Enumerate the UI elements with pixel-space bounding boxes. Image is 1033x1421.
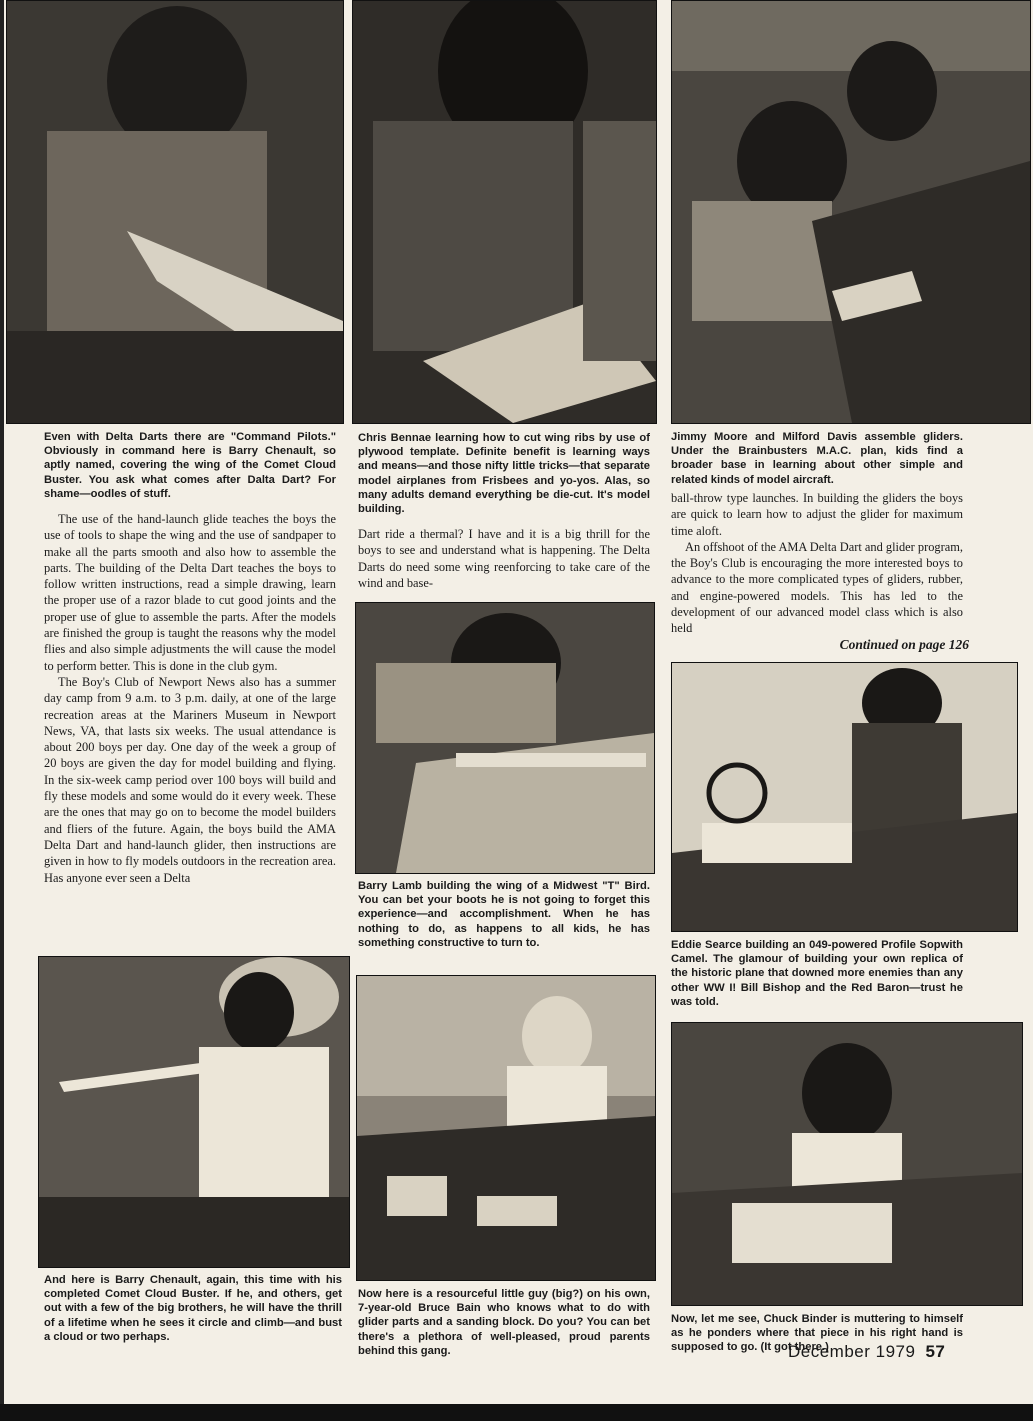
caption-bruce-sanding: Now here is a resourceful little guy (big?) on his own, 7-year-old Bruce Bain who knows what to do with glider parts and a sanding block. Do you? You can bet there's a plethora of well-pleased, proud parents behind this gang. (358, 1288, 650, 1357)
photo-illustration (353, 1, 656, 423)
article-paragraph: The Boy's Club of Newport News also has a summer day camp from 9 a.m. to 3 p.m. daily, at one of the large recreation areas at the Mariners Museum in Newport News, VA, that lasts six weeks. The usual attendance is about 200 boys per day. One day of the week a group of 20 boys are given the day for model building and flying. In the six-week camp period over 100 boys will build and fly these models and some would do it every week. These are the ones that may go on to become the model builders and fliers of the future. Again, the boys build the AMA Delta Dart and hand-launch glider, then instructions are given in how to fly models outdoors in the recreation area. Has anyone ever seen a Delta (44, 674, 336, 885)
photo-illustration (672, 1, 1030, 423)
scan-bottom-edge (0, 1404, 1033, 1421)
photo-barry-cloud-buster (38, 956, 350, 1268)
caption-barry-covering-wing: Even with Delta Darts there are "Command Pilots." Obviously in command here is Barry Chenault, so aptly named, covering the wing of the Comet Cloud Buster. You ask what comes after Dalta Dart? For shame—oodles of stuff. (44, 431, 336, 500)
page-edge (0, 0, 4, 1421)
caption-barry-lamb-wing: Barry Lamb building the wing of a Midwest "T" Bird. You can bet your boots he is not going to forget this experience—and accomplishment. When he has nothing to do, as happens to all kids, he has something constructive to turn to. (358, 880, 650, 949)
article-paragraph: Dart ride a thermal? I have and it is a big thrill for the boys to see and understand what is happening. The Delta Darts do need some wing reenforcing to take care of the wind and base- (358, 527, 650, 590)
article-paragraph: ball-throw type launches. In building the gliders the boys are quick to learn how to adjust the glider for maximum time aloft. (671, 491, 963, 538)
page-footer (788, 1342, 945, 1362)
photo-jimmy-milford-gliders (671, 0, 1031, 424)
issue-date: December 1979 (788, 1342, 916, 1361)
caption-barry-cloud-buster: And here is Barry Chenault, again, this time with his completed Comet Cloud Buster. If he, and others, get out with a few of the big brothers, he will have the thrill of a lifetime when he sees it circle and climb—and bust a cloud or two perhaps. (44, 1274, 342, 1343)
page-number: 57 (925, 1342, 946, 1361)
photo-eddie-camel (671, 662, 1018, 932)
caption-eddie-camel: Eddie Searce building an 049-powered Profile Sopwith Camel. The glamour of building your own replica of the historic plane that downed more enemies than any other WW I! Bill Bishop and the Red Baron—trust he was told. (671, 939, 963, 1008)
photo-illustration (672, 1023, 1022, 1305)
article-column-2 (358, 526, 650, 591)
photo-chris-cutting-ribs (352, 0, 657, 424)
photo-barry-lamb-wing (355, 602, 655, 874)
continued-on-page: Continued on page 126 (839, 637, 969, 652)
caption-chuck-binder: Now, let me see, Chuck Binder is muttering to himself as he ponders where that piece in his right hand is supposed to go. (It got there.) (671, 1313, 963, 1354)
photo-illustration (7, 1, 343, 423)
photo-illustration (356, 603, 654, 873)
photo-illustration (672, 663, 1017, 931)
caption-chris-cutting-ribs: Chris Bennae learning how to cut wing ribs by use of plywood template. Definite benefit is learning ways and means—and those nifty little tricks—that separate model airplanes from Frisbees and yo-yos. Alas, so many adults demand everything be die-cut. It's model building. (358, 432, 650, 516)
article-paragraph: An offshoot of the AMA Delta Dart and glider program, the Boy's Club is encouraging the more interested boys to advance to the more complicated types of gliders, rubber, and engine-powered models. This has led to the development of our advanced model class which is also held (671, 539, 963, 636)
photo-illustration (39, 957, 349, 1267)
photo-bruce-sanding (356, 975, 656, 1281)
caption-jimmy-milford-gliders: Jimmy Moore and Milford Davis assemble gliders. Under the Brainbusters M.A.C. plan, kids find a broader base in learning about other simple and related kinds of model aircraft. (671, 431, 963, 486)
photo-illustration (357, 976, 655, 1280)
photo-barry-covering-wing (6, 0, 344, 424)
article-column-3 (671, 490, 963, 637)
article-column-1 (44, 511, 336, 886)
photo-chuck-binder (671, 1022, 1023, 1306)
article-paragraph: The use of the hand-launch glide teaches the boys the use of tools to shape the wing and the use of sandpaper to make all the parts smooth and also how to assemble the parts. The building of the Delta Dart teaches the boys to follow written instructions, read a simple drawing, learn the proper use of a razor blade to cut good joints and the proper use of glue to assemble the parts. After the models are finished the group is taught the reasons why the model flies and also simple adjustments the will cause the model to perform better. This is done in the club gym. (44, 512, 336, 673)
